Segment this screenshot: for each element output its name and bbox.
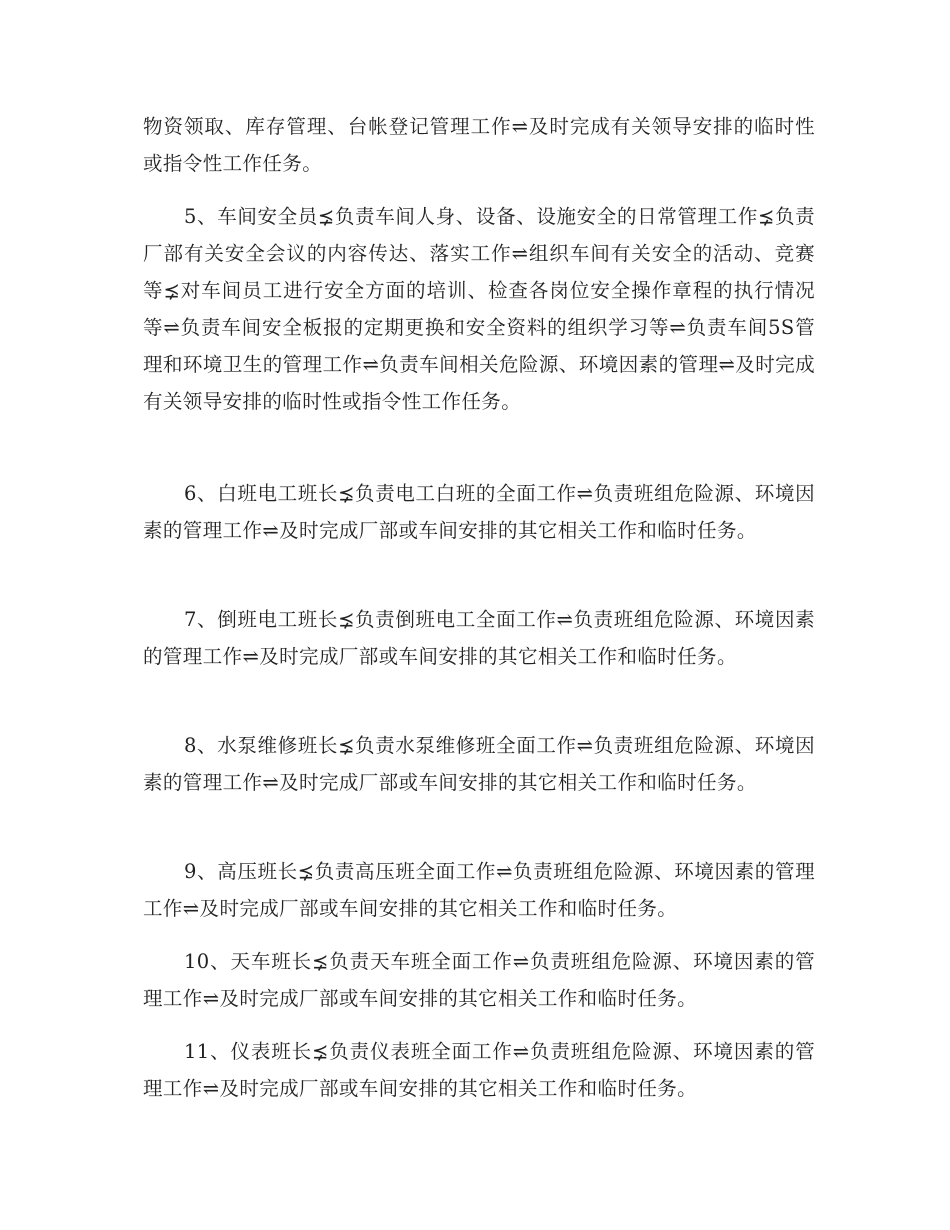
paragraph-item-9: 9、高压班长⪱负责高压班全面工作⇌负责班组危险源、环境因素的管理工作⇌及时完成厂部或车间安排的其它相关工作和临时任务。 xyxy=(143,860,815,920)
paragraph-item-7: 7、倒班电工班长⪱负责倒班电工全面工作⇌负责班组危险源、环境因素的管理工作⇌及时完成厂部或车间安排的其它相关工作和临时任务。 xyxy=(143,608,815,668)
paragraph-item-10: 10、天车班长⪱负责天车班全面工作⇌负责班组危险源、环境因素的管理工作⇌及时完成厂部或车间安排的其它相关工作和临时任务。 xyxy=(143,950,815,1010)
paragraph-item-6: 6、白班电工班长⪱负责电工白班的全面工作⇌负责班组危险源、环境因素的管理工作⇌及时完成厂部或车间安排的其它相关工作和临时任务。 xyxy=(143,482,815,542)
paragraph-item-11: 11、仪表班长⪱负责仪表班全面工作⇌负责班组危险源、环境因素的管理工作⇌及时完成厂部或车间安排的其它相关工作和临时任务。 xyxy=(143,1040,815,1100)
paragraph-continuation: 物资领取、库存管理、台帐登记管理工作⇌及时完成有关领导安排的临时性或指令性工作任务。 xyxy=(143,115,815,175)
paragraph-item-8: 8、水泵维修班长⪱负责水泵维修班全面工作⇌负责班组危险源、环境因素的管理工作⇌及时完成厂部或车间安排的其它相关工作和临时任务。 xyxy=(143,734,815,794)
paragraph-item-5: 5、车间安全员⪱负责车间人身、设备、设施安全的日常管理工作⪱负责厂部有关安全会议的内容传达、落实工作⇌组织车间有关安全的活动、竞赛等⪱对车间员工进行安全方面的培训、检查各岗位安全操作章程的执行情况等⇌负责车间安全板报的定期更换和安全资料的组织学习等⇌负责车间5S管理和环境卫生的管理工作⇌负责车间相关危险源、环境因素的管理⇌及时完成有关领导安排的临时性或指令性工作任务。 xyxy=(143,205,815,413)
